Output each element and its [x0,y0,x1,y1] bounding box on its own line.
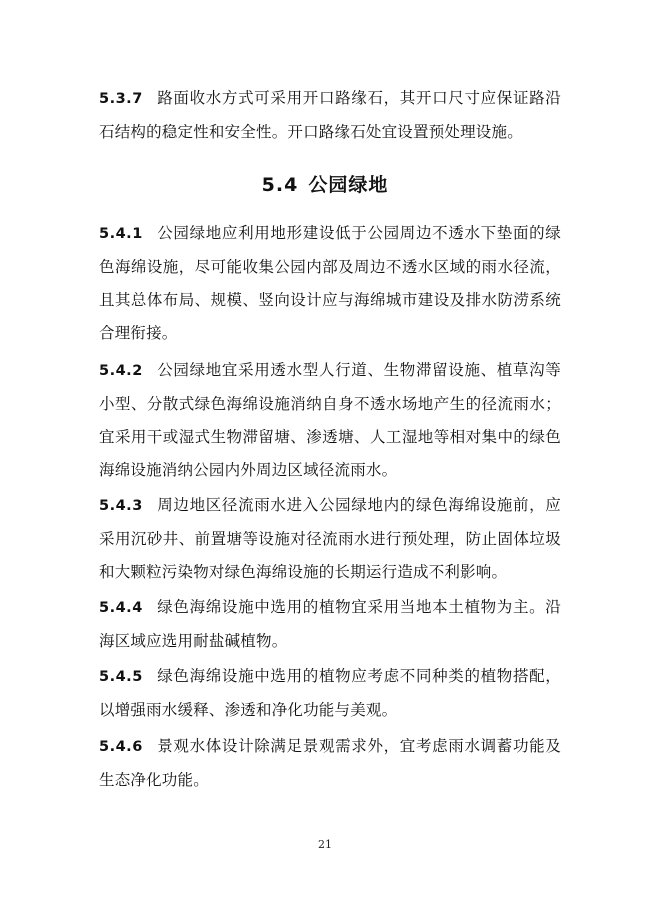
clause-number: 5.4.6 [99,739,143,755]
clause-5-4-4 [99,591,561,658]
clause-number: 5.4.5 [99,669,143,685]
clause-text: 绿色海绵设施中选用的植物宜采用当地本土植物为主。沿海区域应选用耐盐碱植物。 [99,598,561,650]
clause-number: 5.4.3 [99,498,143,514]
clause-text: 周边地区径流雨水进入公园绿地内的绿色海绵设施前，应采用沉砂井、前置塘等设施对径流雨水进行预处理，防止固体垃圾和大颗粒污染物对绿色海绵设施的长期运行造成不利影响。 [99,496,561,581]
clause-text: 公园绿地应利用地形建设低于公园周边不透水下垫面的绿色海绵设施，尽可能收集公园内部及周边不透水区域的雨水径流，且其总体布局、规模、竖向设计应与海绵城市建设及排水防涝系统合理衔接。 [99,224,561,342]
section-heading [0,168,650,202]
clause-5-4-1 [99,217,561,350]
clause-text: 绿色海绵设施中选用的植物应考虑不同种类的植物搭配，以增强雨水缓释、渗透和净化功能与美观。 [99,667,561,719]
clause-5-4-6 [99,730,561,797]
section-number: 5.4 [261,174,299,196]
clause-number: 5.4.1 [99,226,143,242]
clause-text: 景观水体设计除满足景观需求外，宜考虑雨水调蓄功能及生态净化功能。 [99,737,561,789]
page-number: 21 [318,838,332,851]
clause-5-4-5 [99,660,561,727]
clause-5-4-2 [99,354,561,487]
section-title: 公园绿地 [308,174,389,196]
clause-text: 公园绿地宜采用透水型人行道、生物滞留设施、植草沟等小型、分散式绿色海绵设施消纳自身不透水场地产生的径流雨水；宜采用干或湿式生物滞留塘、渗透塘、人工湿地等相对集中的绿色海绵设施消纳公园内外周边区域径流雨水。 [99,361,561,479]
clause-number: 5.4.2 [99,363,143,379]
clause-text: 路面收水方式可采用开口路缘石，其开口尺寸应保证路沿石结构的稳定性和安全性。开口路缘石处宜设置预处理设施。 [99,89,561,141]
clause-5-4-3 [99,489,561,589]
clause-number: 5.4.4 [99,600,143,616]
clause-5-3-7 [99,82,561,149]
clause-number: 5.3.7 [99,91,143,107]
